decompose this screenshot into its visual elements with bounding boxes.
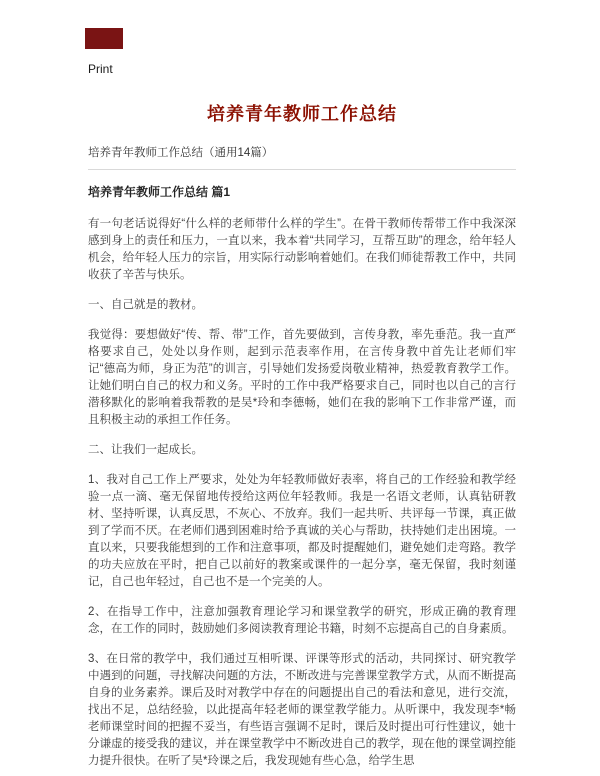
subheading-1: 一、自己就是的教材。 [88,299,203,311]
subheading-2: 二、让我们一起成长。 [88,444,203,456]
print-button[interactable]: Print [88,62,113,76]
paragraph: 我觉得：要想做好“传、帮、带”工作，首先要做到，言传身教，率先垂范。我一直严格要求自己，处处以身作则，起到示范表率作用，在言传身教中首先让老师们牢记“德高为师，身正为范”的训言，引导她们发扬爱岗敬业精神，热爱教育教学工作。让她们明白自己的权力和义务。平时的工作中我严格要求自己，同时也以自己的言行潜移默化的影响着我帮教的是吴*玲和李德畅，她们在我的影响下工作非常严谨，而且积极主动的承担工作任务。 [88,329,516,426]
document-body [88,216,516,770]
paragraph: 3、在日常的教学中，我们通过互相听课、评课等形式的活动，共同探讨、研究教学中遇到的问题，寻找解决问题的方法，不断改进与完善课堂教学方式，从而不断提高自身的业务素养。课后及时对教学中存在的问题提出自己的看法和意见，进行交流，找出不足，总结经验，以此提高年轻老师的课堂教学能力。从听课中，我发现李*畅老师课堂时间的把握不妥当，有些语言强调不足时，课后及时提出可行性建议，她十分谦虚的接受我的建议，并在课堂教学中不断改进自己的教学，现在他的课堂调控能力提升很快。在听了吴*玲课之后，我发现她有些心急，给学生思 [88,653,516,767]
page-title: 培养青年教师工作总结 [207,104,397,124]
paragraph: 1、我对自己工作上严要求，处处为年轻教师做好表率，将自己的工作经验和教学经验一点一滴、毫无保留地传授给这两位年轻教师。我是一名语文老师，认真钻研教材、坚持听课，认真反思，不灰心、不放弃。我们一起共听、共评每一节课，真正做到了学而不厌。在老师们遇到困难时给予真诚的关心与帮助，扶持她们走出困境。一直以来，只要我能想到的工作和注意事项，都及时提醒她们，避免她们走弯路。教学的功夫应放在平时，把自己以前好的教案或课件的一起分享，毫无保留，我时刻谨记，自己也年轻过，自己也不是一个完美的人。 [88,474,516,588]
paragraph: 2、在指导工作中，注意加强教育理论学习和课堂教学的研究，形成正确的教育理念，在工作的同时，鼓励她们多阅读教育理论书籍，时刻不忘提高自己的自身素质。 [88,606,516,635]
paragraph: 有一句老话说得好“什么样的老师带什么样的学生”。在骨干教师传帮带工作中我深深感到身上的责任和压力，一直以来，我本着“共同学习，互帮互助”的理念，给年轻人机会，给年轻人压力的宗旨，用实际行动影响着她们。在我们师徒帮教工作中，共同收获了辛苦与快乐。 [88,218,516,281]
document-subtitle: 培养青年教师工作总结（通用14篇） [88,144,516,170]
section-heading: 培养青年教师工作总结 篇1 [88,185,231,199]
document-content [88,0,516,776]
